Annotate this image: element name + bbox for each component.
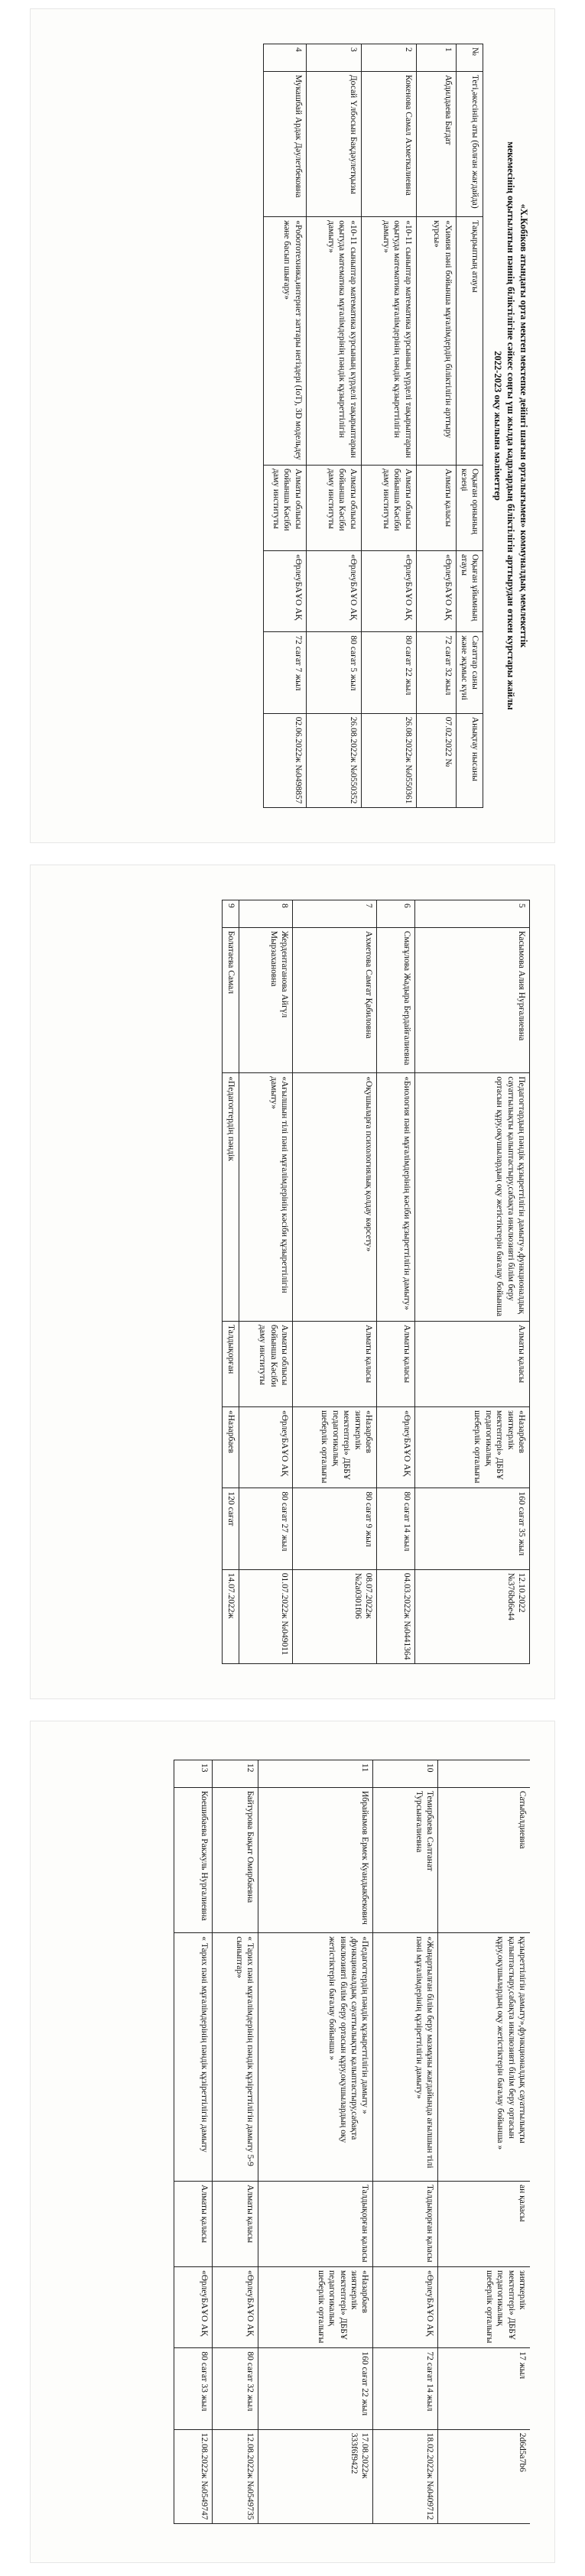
page-3-content (56, 1752, 530, 2532)
document-title (491, 40, 530, 812)
cell-org: «ӨрлеуБАҰО АҚ (263, 550, 306, 631)
cell-number: 11 (258, 1760, 373, 1788)
cell-hours: 72 сағат 32 жыл (416, 632, 456, 713)
cell-topic: «10-11 сыныптар математика курсының күрделі тақырыптарын оқытуда математика мұғалімдерінің пәндік құзыреттілігін дамыту» (361, 217, 416, 466)
cell-topic: «10-11 сыныптар математика курсының күрделі тақырыптарын оқытуда математика мұғалімдерінің пәндік құзыреттілігін дамыту» (306, 217, 361, 466)
cell-doc: 26.08.2022ж №0550352 (306, 713, 361, 807)
cell-doc: 12.08.2022ж №0549747 (174, 2429, 213, 2523)
table-header-row (456, 44, 483, 808)
cell-hours: 80 сағат 33 жыл (174, 2348, 213, 2429)
table-row (213, 1760, 258, 2524)
cell-doc: 04.03.2022ж №0441364 (376, 1569, 414, 1663)
cell-doc: 12.08.2022ж №0549735 (213, 2429, 258, 2523)
courses-table-part-1 (262, 44, 483, 808)
cell-topic: «Педагогтердің пәндік (222, 1073, 239, 1322)
cell-number: 9 (222, 900, 239, 928)
table-row (373, 1760, 438, 2524)
document-page-2 (31, 865, 554, 1698)
cell-org: «ӨрлеуБАҰО АҚ (373, 2266, 438, 2347)
cell-place: Талдықорған қаласы (258, 2182, 373, 2267)
cell-place: Алматы қаласы (174, 2182, 213, 2267)
cell-hours: 72 сағат 7 жыл (263, 632, 306, 713)
header-number: № (456, 44, 483, 72)
header-document: Анықтау нысаны (456, 713, 483, 807)
cell-name: Ахметова Самғат Қабиловна (292, 927, 376, 1072)
cell-org: «ӨрлеуБАҰО АҚ (416, 550, 456, 631)
cell-topic: «Робототехника,интернет заттары негіздері (IoT), 3D модельдеу және басып шығару» (263, 217, 306, 466)
cell-hours: 160 сағат 22 жыл (258, 2348, 373, 2429)
header-period: Оқыған орнының кезеңі (456, 466, 483, 551)
cell-place: Талдықорған қаласы (373, 2182, 438, 2267)
cell-number: 13 (174, 1760, 213, 1788)
header-name: Тегі,әкесінің аты (болған жағдайда) (456, 71, 483, 216)
cell-org: «ӨрлеуБАҰО АҚ (239, 1406, 292, 1488)
cell-name: Темирбаева Сәлтанат Турсынғалиевна (373, 1787, 438, 1932)
cell-place: ан қаласы (438, 2182, 530, 2267)
cell-org: зияткерлік мектептері» ДББҰ педагогикалық шеберлік орталығы (438, 2266, 530, 2347)
cell-doc: 17.08.2022ж 333f6f9422 (258, 2429, 373, 2523)
courses-table-part-3 (174, 1760, 530, 2524)
cell-number: 12 (213, 1760, 258, 1788)
cell-number: 10 (373, 1760, 438, 1788)
document-page-3 (31, 1721, 554, 2562)
cell-org: «Назарбаев (222, 1406, 239, 1488)
table-row (222, 900, 239, 1664)
cell-name: Касымова Алия Нурғалиевна (414, 927, 529, 1072)
cell-topic: Педагогтардың пәндік құзыреттілігін дамыту»,функционалдық сауаттылықты қалыптастыру,сабақта инклюзивті білім беру ортасын құру,оқушылардың оқу жетістіктерін бағалау бойынша (414, 1073, 529, 1322)
table-row (174, 1760, 213, 2524)
cell-name: Сатыбалдиевна (438, 1787, 530, 1932)
courses-table-part-2 (222, 900, 530, 1664)
cell-org: «Назарбаев зияткерлік мектептері» ДББҰ педагогикалық шеберлік орталығы (258, 2266, 373, 2347)
title-line-2: мекемесінің оқытылатын пәннің біліктілігіне сәйкес соңғы үш жылда кадрлардың біліктілігін арттырудан өткен курстары жайлы (505, 141, 516, 710)
cell-place: Алматы қаласы (292, 1322, 376, 1407)
cell-place: Алматы облысы бойынша Кәсіби даму институты (306, 466, 361, 551)
table-row (376, 900, 414, 1664)
cell-place: Алматы қаласы (213, 2182, 258, 2267)
table-row (361, 44, 416, 808)
table-row (438, 1760, 530, 2524)
cell-number: 3 (306, 44, 361, 72)
cell-hours: 80 сағат 27 жыл (239, 1488, 292, 1569)
cell-org: «Назарбаев зияткерлік мектептері» ДББҰ педагогикалық шеберлік орталығы (292, 1406, 376, 1488)
cell-name: Мукашбай Ардак Дәулетбековна (263, 71, 306, 216)
cell-hours: 17 жыл (438, 2348, 530, 2429)
cell-place: Алматы қаласы (416, 466, 456, 551)
cell-place: Алматы облысы бойынша Кәсіби даму институты (361, 466, 416, 551)
cell-place: Алматы қаласы (414, 1322, 529, 1407)
cell-number: 6 (376, 900, 414, 928)
table-row (414, 900, 529, 1664)
table-row (292, 900, 376, 1664)
cell-topic: «Жаңартылған білім беру мазмұны жағдайында ағылшын тілі пәні мұғалімдерінің құзіреттілігін дамыту» (373, 1933, 438, 2182)
header-hours: Сағаттар саны және жұмыс күні (456, 632, 483, 713)
cell-number: 5 (414, 900, 529, 928)
cell-topic: құзыреттілігін дамыту»,функционалдық сауаттылықты қалыптастыру,сабақта инклюзивті білім беру ортасын құру,оқушылардың оқу жетістіктерін бағалау бойынша » (438, 1933, 530, 2182)
cell-doc: 26.08.2022ж №0550361 (361, 713, 416, 807)
cell-name: Кокенова Самал Ахметкалиевна (361, 71, 416, 216)
cell-doc: 02.06.2022ж №0498857 (263, 713, 306, 807)
page-2-content (56, 896, 530, 1668)
cell-topic: « Тарих пәні мұғалімдерінің пәндік құзіреттілігін дамыту (174, 1933, 213, 2182)
cell-org: «ӨрлеуБАҰО АҚ (306, 550, 361, 631)
table-row (306, 44, 361, 808)
cell-place: Алматы қаласы (376, 1322, 414, 1407)
cell-topic: « Тарих пәні мұғалімдерінің пәндік құзіреттілігін дамыту 5-9 сыныптар» (213, 1933, 258, 2182)
table-row (258, 1760, 373, 2524)
table-row (416, 44, 456, 808)
cell-name: Смағұлова Жадыра Бердайғалиевна (376, 927, 414, 1072)
header-organization: Оқыған ұйымның атауы (456, 550, 483, 631)
cell-org: «ӨрлеуБАҰО АҚ (174, 2266, 213, 2347)
cell-number: 7 (292, 900, 376, 928)
cell-hours: 120 сағат (222, 1488, 239, 1569)
table-row (239, 900, 292, 1664)
cell-hours: 80 сағат 14 жыл (376, 1488, 414, 1569)
cell-org: «Назарбаев зияткерлік мектептері» ДББҰ педагогикалық шеберлік орталығы (414, 1406, 529, 1488)
cell-doc: 2d6d5a7b6 (438, 2429, 530, 2523)
cell-place: Талдықорған (222, 1322, 239, 1407)
cell-number (438, 1760, 530, 1788)
cell-hours: 80 сағат 9 жыл (292, 1488, 376, 1569)
cell-topic: «Педагогтердің пәндік құзыреттілігін дамыту » ,функционалдық сауаттылықты қалыптастыру,сабақта инклюзивті білім беру ортасын құру,оқушылардың оқу жетістіктерін бағалау бойынша » (258, 1933, 373, 2182)
cell-number: 4 (263, 44, 306, 72)
cell-place: Алматы облысы бойынша Кәсіби даму институты (263, 466, 306, 551)
cell-org: «ӨрлеуБАҰО АҚ (361, 550, 416, 631)
cell-hours: 80 сағат 32 жыл (213, 2348, 258, 2429)
cell-name: Коешибаева Ракжуль Нургалиевна (174, 1787, 213, 1932)
cell-topic: «Оқушыларға психологиялық қолдау көрсету» (292, 1073, 376, 1322)
cell-hours: 160 сағат 35 жыл (414, 1488, 529, 1569)
cell-number: 8 (239, 900, 292, 928)
cell-name: Жердентаганова Айгүл Мырзахановна (239, 927, 292, 1072)
cell-hours: 72 сағат 14 жыл (373, 2348, 438, 2429)
cell-topic: «Ағылшын тілі пәні мұғалімдерінің кәсіби құзыреттілігін дамыту» (239, 1073, 292, 1322)
cell-name: Болатаева Самал (222, 927, 239, 1072)
cell-hours: 80 сағат 22 жыл (361, 632, 416, 713)
cell-org: «ӨрлеуБАҰО АҚ (213, 2266, 258, 2347)
title-line-1: «Х.Кобіков атындағы орта мектеп мектепке дейінгі шағын орталығымен» коммуналдық мемлекеттік (518, 203, 529, 648)
title-line-3: 2022-2023 оқу жылына мәліметтер (492, 351, 503, 501)
cell-name: Байтурова Бақыт Омирбаевна (213, 1787, 258, 1932)
cell-doc: 01.07.2022ж №049011 (239, 1569, 292, 1663)
document-page-1 (31, 9, 554, 842)
cell-doc: 18.02.2022ж №0409712 (373, 2429, 438, 2523)
cell-place: Алматы облысы бойынша Кәсіби даму институты (239, 1322, 292, 1407)
cell-name: Досай Үлбосын Бақдәулетқызы (306, 71, 361, 216)
cell-topic: «Биология пәні мұғалімдерінің кәсіби құзыреттілігін дамыту» (376, 1073, 414, 1322)
table-row (263, 44, 306, 808)
page-1-content (56, 40, 530, 812)
cell-name: Абдилдаева Багдат (416, 71, 456, 216)
header-topic: Тақырыптың атауы (456, 217, 483, 466)
cell-name: Ибрайымов Ермек Куандыкбекович (258, 1787, 373, 1932)
cell-number: 2 (361, 44, 416, 72)
cell-number: 1 (416, 44, 456, 72)
cell-doc: 08.07.2022ж №2a0301f06 (292, 1569, 376, 1663)
cell-topic: «Химия пәні бойынша мұғалімдердің біліктілігін арттыру курсы» (416, 217, 456, 466)
cell-doc: 12.10.2022 №376bd6e44 (414, 1569, 529, 1663)
cell-org: «ӨрлеуБАҰО АҚ (376, 1406, 414, 1488)
cell-hours: 80 сағат 5 жыл (306, 632, 361, 713)
cell-doc: 14.07.2022ж (222, 1569, 239, 1663)
cell-doc: 07.02.2022 № (416, 713, 456, 807)
